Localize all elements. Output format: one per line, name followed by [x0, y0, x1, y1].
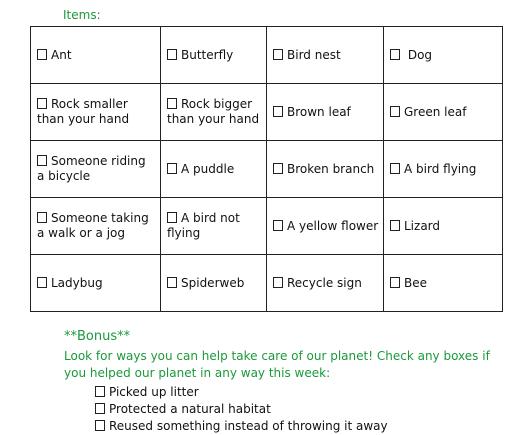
item-label: Lizard — [404, 218, 441, 233]
bonus-item — [95, 384, 388, 401]
grid-cell-ant — [31, 27, 161, 84]
grid-cell-spiderweb — [161, 255, 267, 312]
item-label: Green leaf — [404, 104, 467, 119]
grid-cell-bird-not-flying — [161, 198, 267, 255]
item-label: Ant — [51, 47, 72, 62]
checkbox[interactable] — [390, 163, 400, 174]
grid-row — [31, 141, 503, 198]
item-label: Bird nest — [287, 47, 341, 62]
grid-cell-rock-bigger — [161, 84, 267, 141]
checkbox[interactable] — [167, 277, 177, 288]
checkbox[interactable] — [273, 106, 283, 117]
grid-cell-brown-leaf — [267, 84, 384, 141]
checkbox[interactable] — [390, 106, 400, 117]
grid-cell-bee — [384, 255, 503, 312]
bonus-checklist — [95, 384, 388, 435]
checkbox[interactable] — [167, 163, 177, 174]
item-label: Dog — [407, 47, 433, 62]
grid-cell-broken-branch — [267, 141, 384, 198]
bonus-instructions: Look for ways you can help take care of our planet! Check any boxes if you helped our planet in any way this week: — [64, 349, 490, 380]
grid-row — [31, 198, 503, 255]
items-heading: Items: — [63, 8, 101, 22]
grid-cell-green-leaf — [384, 84, 503, 141]
grid-row — [31, 27, 503, 84]
item-label: Bee — [404, 275, 427, 290]
item-label: Recycle sign — [287, 275, 362, 290]
grid-cell-recycle-sign — [267, 255, 384, 312]
checkbox[interactable] — [37, 155, 47, 166]
item-label: A bird not flying — [167, 211, 240, 240]
checkbox[interactable] — [273, 277, 283, 288]
checkbox[interactable] — [167, 98, 177, 109]
grid-cell-butterfly — [161, 27, 267, 84]
grid-cell-bicycle — [31, 141, 161, 198]
checkbox[interactable] — [273, 163, 283, 174]
item-label: Rock smaller than your hand — [37, 97, 130, 126]
grid-cell-dog — [384, 27, 503, 84]
grid-cell-rock-smaller — [31, 84, 161, 141]
grid-cell-walk-or-jog — [31, 198, 161, 255]
checkbox[interactable] — [167, 212, 177, 223]
bonus-item — [95, 401, 388, 418]
grid-cell-bird-nest — [267, 27, 384, 84]
checkbox[interactable] — [37, 49, 47, 60]
grid-cell-yellow-flower — [267, 198, 384, 255]
bonus-item-label: Picked up litter — [109, 385, 199, 399]
item-label: A yellow flower — [287, 218, 379, 233]
item-label: Rock bigger than your hand — [167, 97, 260, 126]
checkbox[interactable] — [37, 98, 47, 109]
grid-cell-ladybug — [31, 255, 161, 312]
item-label: A bird flying — [404, 161, 477, 176]
grid-cell-puddle — [161, 141, 267, 198]
item-label: Butterfly — [181, 47, 234, 62]
checkbox[interactable] — [390, 220, 400, 231]
bonus-item — [95, 418, 388, 435]
checkbox[interactable] — [273, 49, 283, 60]
checkbox[interactable] — [273, 220, 283, 231]
grid-row — [31, 255, 503, 312]
item-label: Brown leaf — [287, 104, 351, 119]
bonus-item-label: Protected a natural habitat — [109, 402, 271, 416]
bonus-item-label: Reused something instead of throwing it away — [109, 419, 388, 433]
grid-cell-bird-flying — [384, 141, 503, 198]
item-label: Someone taking a walk or a jog — [37, 211, 149, 240]
grid-cell-lizard — [384, 198, 503, 255]
item-label: Someone riding a bicycle — [37, 154, 146, 183]
checkbox[interactable] — [95, 386, 105, 397]
bonus-title: **Bonus** — [64, 329, 131, 344]
checkbox[interactable] — [37, 212, 47, 223]
item-label: Ladybug — [51, 275, 103, 290]
item-label: A puddle — [181, 161, 235, 176]
item-label: Broken branch — [287, 161, 375, 176]
checkbox[interactable] — [95, 403, 105, 414]
checkbox[interactable] — [167, 49, 177, 60]
checkbox[interactable] — [95, 420, 105, 431]
scavenger-hunt-grid — [30, 26, 503, 312]
item-label: Spiderweb — [181, 275, 245, 290]
checkbox[interactable] — [37, 277, 47, 288]
checkbox[interactable] — [390, 49, 400, 60]
grid-row — [31, 84, 503, 141]
checkbox[interactable] — [390, 277, 400, 288]
